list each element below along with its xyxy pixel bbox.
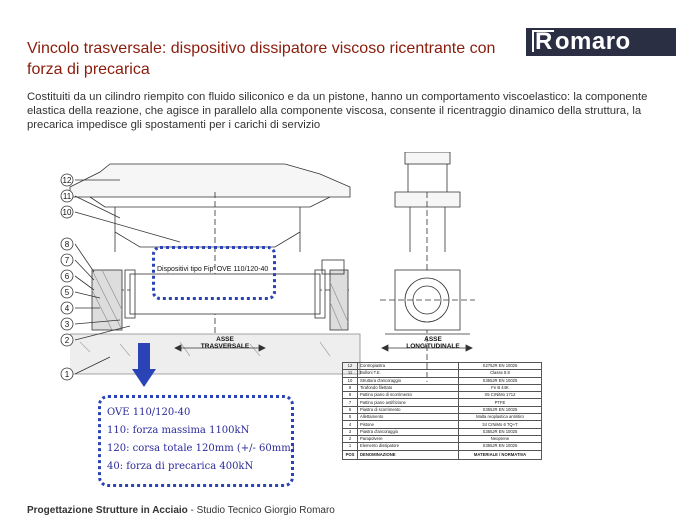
footer-rest: - Studio Tecnico Giorgio Romaro [187, 505, 335, 516]
table-cell-name: Piastra di scorrimento [358, 406, 459, 413]
callout-label: 6 [64, 272, 70, 281]
table-cell-n: 11 [343, 370, 358, 377]
table-cell-name: Elemento dissipatore [358, 443, 459, 450]
table-cell-n: 8 [343, 392, 358, 399]
callout-label: 8 [64, 240, 70, 249]
callout-label: 7 [64, 256, 70, 265]
table-header-n: POS [343, 450, 358, 459]
table-cell-name: Piastra d'ancoraggio [358, 428, 459, 435]
table-row [343, 428, 542, 435]
callout-label: 4 [64, 304, 70, 313]
table-cell-n: 9 [343, 384, 358, 391]
table-row [343, 421, 542, 428]
table-row [343, 384, 542, 391]
table-row [343, 392, 542, 399]
axis-transversal-line1: ASSE [216, 336, 234, 343]
romaro-logo [526, 28, 676, 56]
table-row [343, 406, 542, 413]
axis-transversal-label [190, 336, 260, 350]
footer-bold: Progettazione Strutture in Acciaio [27, 505, 188, 516]
table-cell-material: Classe 8.8 [459, 370, 542, 377]
table-cell-name: Contropiastra [358, 363, 459, 370]
table-cell-n: 7 [343, 399, 358, 406]
spec-line-3: 40: forza di precarica 400kN [107, 461, 254, 472]
table-cell-material: X5 CrNiMo 1712 [459, 392, 542, 399]
table-row [343, 414, 542, 421]
axis-longitudinal-line1: ASSE [424, 336, 442, 343]
table-cell-material: 34 CrNiMo 6 TQ+T [459, 421, 542, 428]
table-header-name: DENOMINAZIONE [358, 450, 459, 459]
description-text: Costituiti da un cilindro riempito con fluido siliconico e da un pistone, hanno un comportamento viscoelastico: la componente elastica della reazione, che agisce in parallelo alla componente viscosa, consente il ricentraggio dinamico della struttura, la precarica impedisce gli spostamenti per i carichi di servizio [27, 91, 648, 131]
table-header-material: MATERIALE / NORMATIVA [459, 450, 542, 459]
table-row [343, 399, 542, 406]
axis-longitudinal-line2: LONGITUDINALE [406, 343, 460, 350]
table-cell-n: 6 [343, 406, 358, 413]
table-cell-name: Pattino piano antifrizione [358, 399, 459, 406]
table-cell-n: 4 [343, 421, 358, 428]
table-cell-n: 3 [343, 428, 358, 435]
table-row [343, 435, 542, 442]
table-cell-name: Tirafondo filettato [358, 384, 459, 391]
down-arrow-icon [132, 343, 156, 387]
table-row [343, 377, 542, 384]
spec-line-1: 110: forza massima 1100kN [107, 425, 250, 436]
table-cell-material: Fe B 44K [459, 384, 542, 391]
logo-text: omaro [554, 28, 631, 55]
callout-label: 5 [64, 288, 70, 297]
callout-label: 11 [62, 192, 72, 201]
table-cell-name: Parapolvere [358, 435, 459, 442]
table-cell-material: Neoprene [459, 435, 542, 442]
table-cell-name: Struttura d'ancoraggio [358, 377, 459, 384]
table-cell-name: Bulloni T.E. [358, 370, 459, 377]
table-cell-n: 10 [343, 377, 358, 384]
device-highlight-box [152, 246, 276, 300]
logo-initial: R [532, 30, 554, 52]
table-cell-name: Allettamento [358, 414, 459, 421]
table-cell-n: 5 [343, 414, 358, 421]
callout-label: 2 [64, 336, 70, 345]
axis-longitudinal-label [398, 336, 468, 350]
spec-model: OVE 110/120-40 [107, 407, 191, 418]
callout-label: 3 [64, 320, 70, 329]
spec-box [98, 395, 294, 487]
table-row [343, 370, 542, 377]
device-label: Dispositivi tipo Fip' OVE 110/120-40 [157, 266, 269, 273]
table-cell-material: S355JR EN 10025 [459, 443, 542, 450]
table-cell-material: PTFE [459, 399, 542, 406]
table-cell-name: Pattino piano di scorrimento [358, 392, 459, 399]
axis-transversal-line2: TRASVERSALE [200, 343, 250, 350]
table-cell-n: 12 [343, 363, 358, 370]
table-cell-name: Pistone [358, 421, 459, 428]
table-cell-n: 1 [343, 443, 358, 450]
callout-label: 10 [62, 208, 72, 217]
table-row [343, 443, 542, 450]
table-cell-material: Malta reoplastica antiritiro [459, 414, 542, 421]
table-cell-n: 2 [343, 435, 358, 442]
callout-label: 12 [62, 176, 72, 185]
table-cell-material: S355JR EN 10025 [459, 406, 542, 413]
callout-label: 1 [64, 370, 70, 379]
table-cell-material: S275JR EN 10025 [459, 363, 542, 370]
page-title: Vincolo trasversale: dispositivo dissipatore viscoso ricentrante con forza di precarica [27, 40, 496, 78]
table-row [343, 363, 542, 370]
footer [27, 505, 335, 516]
table-cell-material: S355JR EN 10025 [459, 428, 542, 435]
table-header-row [343, 450, 542, 459]
spec-line-2: 120: corsa totale 120mm (+/- 60mm) [107, 443, 295, 454]
parts-table [342, 362, 542, 460]
table-cell-material: S355JR EN 10025 [459, 377, 542, 384]
